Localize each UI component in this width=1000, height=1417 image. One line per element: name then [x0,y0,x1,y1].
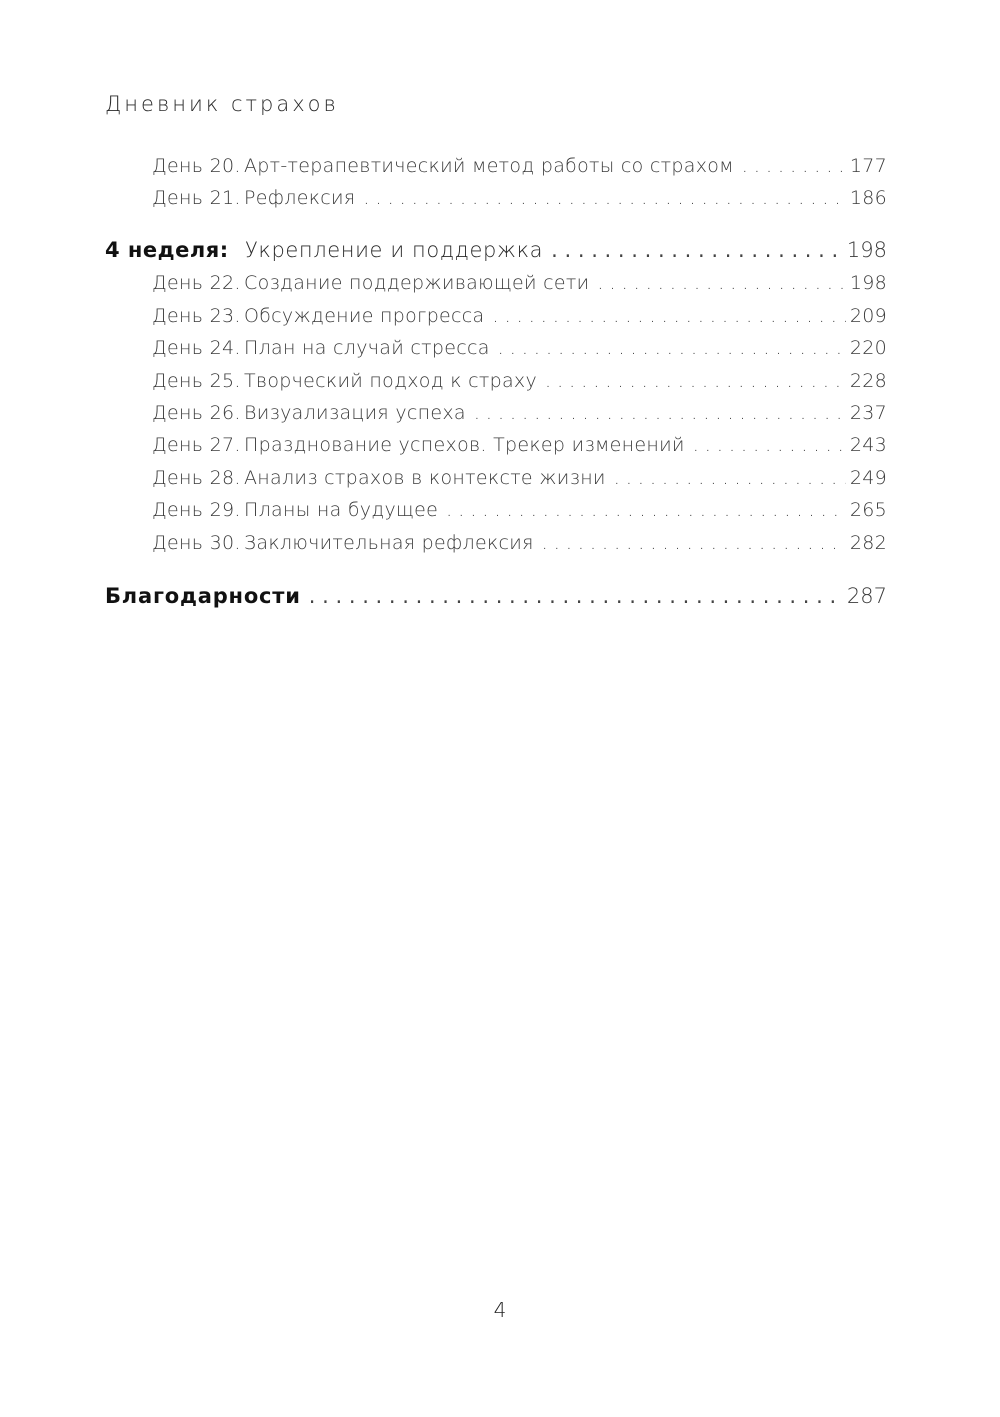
week-label: 4 неделя: [105,238,229,262]
toc-day-title: Празднование успехов. Трекер изменений [244,434,685,456]
toc-page-number: 265 [849,499,887,521]
toc-day-title: Заключительная рефлексия [244,532,534,554]
toc-day-title: Визуализация успеха [244,402,466,424]
dot-leader [363,187,845,209]
week-title: Укрепление и поддержка [245,238,544,262]
toc-day-title: Обсуждение прогресса [244,305,485,327]
toc-page-number: 287 [846,584,887,608]
dot-leader [542,532,846,554]
toc-day-number: День 20. [152,155,241,177]
toc-entry-day-24[interactable] [152,337,887,359]
toc-day-number: День 28. [152,467,241,489]
toc-entry-day-20[interactable] [152,155,887,177]
toc-page-number: 209 [849,305,887,327]
toc-day-number: День 24. [152,337,241,359]
toc-day-number: День 22. [152,272,241,294]
toc-day-title: Рефлексия [244,187,356,209]
dot-leader [492,305,845,327]
dot-leader [545,370,846,392]
toc-page-number: 177 [849,155,887,177]
toc-page-number: 198 [846,238,887,262]
toc-day-number: День 23. [152,305,241,327]
dot-leader [742,155,846,177]
toc-page-number: 186 [849,187,887,209]
dot-leader [474,402,846,424]
toc-page-number: 237 [849,402,887,424]
dot-leader [693,434,846,456]
toc-entry-day-21[interactable] [152,187,887,209]
toc-page-number: 198 [849,272,887,294]
toc-day-title: План на случай стресса [244,337,490,359]
toc-page-number: 220 [849,337,887,359]
toc-entry-day-23[interactable] [152,305,887,327]
toc-entry-day-30[interactable] [152,532,887,554]
toc-day-title: Создание поддерживающей сети [244,272,590,294]
toc-entry-day-28[interactable] [152,467,887,489]
toc-day-number: День 21. [152,187,241,209]
toc-entry-thanks[interactable] [105,584,887,608]
dot-leader [309,584,843,608]
dot-leader [614,467,846,489]
toc-entry-day-29[interactable] [152,499,887,521]
dot-leader [498,337,846,359]
toc-day-title: Планы на будущее [244,499,439,521]
thanks-label: Благодарности [105,584,301,608]
toc-page-number: 249 [849,467,887,489]
dot-leader [551,238,843,262]
dot-leader [446,499,846,521]
toc-entry-day-26[interactable] [152,402,887,424]
page-number: 4 [493,1298,507,1322]
toc-day-title: Творческий подход к страху [244,370,538,392]
running-title: Дневник страхов [105,92,339,116]
toc-entry-day-22[interactable] [152,272,887,294]
toc-day-number: День 25. [152,370,241,392]
toc-day-title: Анализ страхов в контексте жизни [244,467,606,489]
toc-day-number: День 29. [152,499,241,521]
toc-page-number: 228 [849,370,887,392]
toc-day-number: День 27. [152,434,241,456]
dot-leader [597,272,845,294]
toc-day-title: Арт-терапевтический метод работы со страхом [244,155,734,177]
toc-day-number: День 30. [152,532,241,554]
toc-entry-week-4[interactable] [105,238,887,262]
toc-entry-day-27[interactable] [152,434,887,456]
toc-page-number: 282 [849,532,887,554]
toc-day-number: День 26. [152,402,241,424]
toc-page-number: 243 [849,434,887,456]
toc-entry-day-25[interactable] [152,370,887,392]
